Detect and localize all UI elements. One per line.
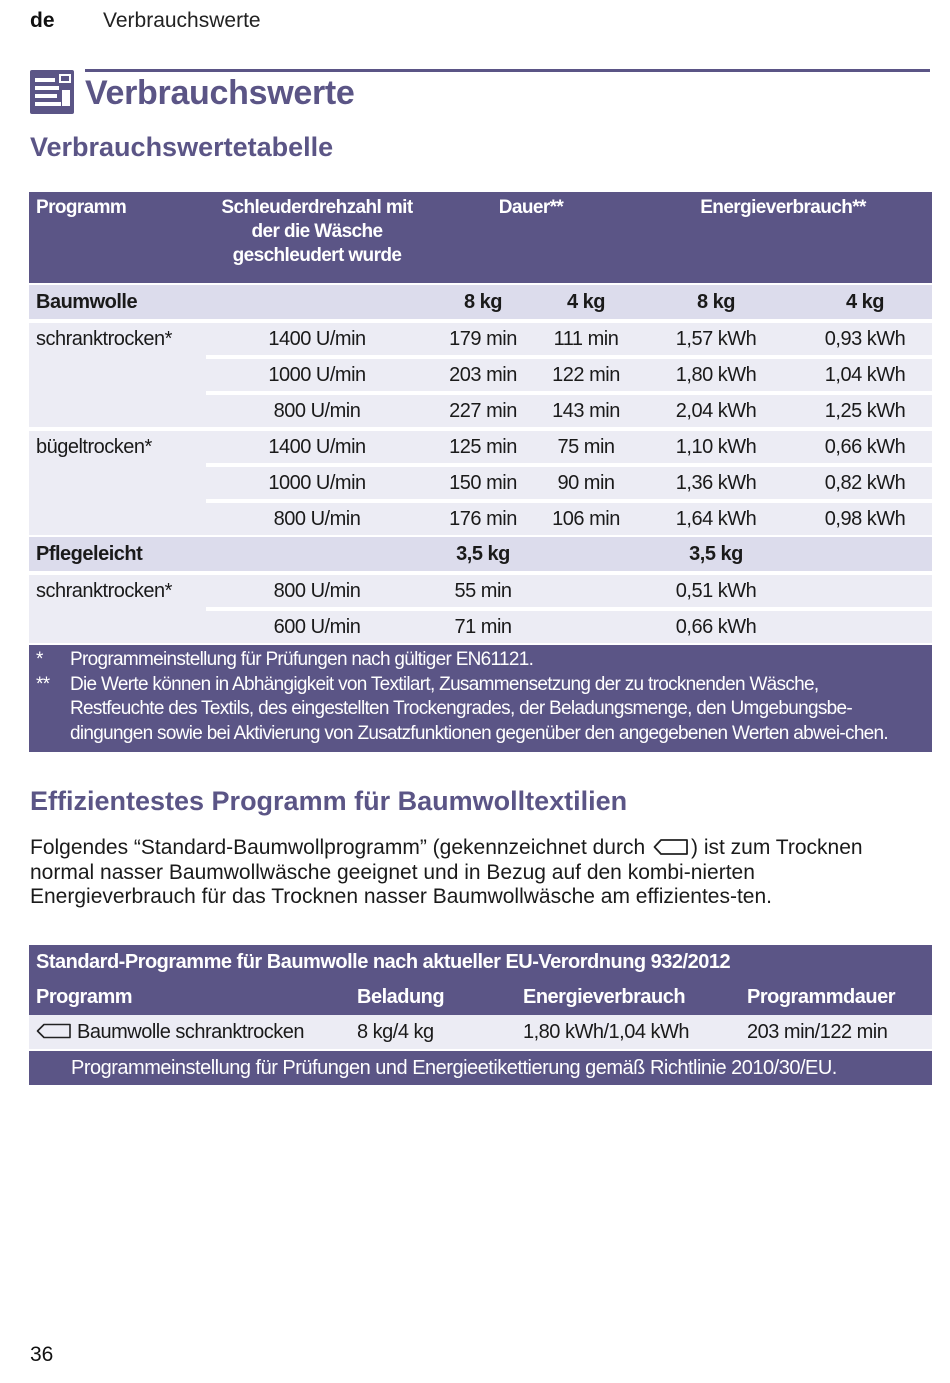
standard-table-note-row <box>29 1050 932 1085</box>
footnote-text: Programmeinstellung für Prüfungen nach gültiger EN61121. <box>70 649 534 670</box>
value-cell <box>538 609 634 644</box>
standard-table-title-row <box>29 945 932 979</box>
header-energy: Energieverbrauch** <box>634 192 932 284</box>
load-cell: 4 kg <box>538 284 634 321</box>
load-cell: 8 kg <box>634 284 798 321</box>
value-cell: 75 min <box>538 429 634 465</box>
energy-cell: 1,80 kWh/1,04 kWh <box>516 1015 740 1050</box>
program-cell <box>29 357 206 393</box>
value-cell: 176 min <box>428 501 538 536</box>
value-cell: 2,04 kWh <box>634 393 798 429</box>
value-cell: 0,93 kWh <box>798 321 932 357</box>
value-cell: 111 min <box>538 321 634 357</box>
value-cell <box>538 573 634 609</box>
footnote <box>29 648 932 673</box>
standard-table-note: Programmeinstellung für Prüfungen und Energieetikettierung gemäß Richtlinie 2010/30/EU. <box>29 1050 932 1085</box>
program-cell: schranktrocken* <box>29 573 206 609</box>
header-spin-line: Schleuderdrehzahl mit <box>221 197 413 218</box>
value-cell: 1,80 kWh <box>634 357 798 393</box>
spin-cell: 800 U/min <box>206 501 428 536</box>
table-row <box>29 1015 932 1050</box>
column-header: Beladung <box>350 979 516 1015</box>
page-number: 36 <box>30 1343 54 1366</box>
header-language: de <box>30 9 55 32</box>
value-cell: 179 min <box>428 321 538 357</box>
table-row <box>29 609 932 644</box>
header-spin-line: geschleudert wurde <box>232 245 402 266</box>
value-cell: 125 min <box>428 429 538 465</box>
section-title: Verbrauchswerte <box>85 74 355 112</box>
load-cell <box>538 536 634 573</box>
load-cell: 8 kg/4 kg <box>350 1015 516 1050</box>
group-name: Baumwolle <box>29 284 206 321</box>
standard-table-title: Standard-Programme für Baumwolle nach aktueller EU-Verordnung 932/2012 <box>29 945 932 979</box>
value-cell: 0,66 kWh <box>634 609 798 644</box>
value-cell: 150 min <box>428 465 538 501</box>
table-row <box>29 501 932 536</box>
value-cell: 203 min <box>428 357 538 393</box>
consumption-table <box>29 192 932 752</box>
program-cell: schranktrocken* <box>29 321 206 357</box>
load-cell: 3,5 kg <box>634 536 798 573</box>
spin-cell: 1000 U/min <box>206 465 428 501</box>
program-cell <box>29 1015 350 1050</box>
table-row <box>29 465 932 501</box>
program-cell <box>29 393 206 429</box>
table-subtitle: Verbrauchswertetabelle <box>30 132 334 162</box>
value-cell <box>798 573 932 609</box>
load-cell: 3,5 kg <box>428 536 538 573</box>
value-cell: 106 min <box>538 501 634 536</box>
table-row <box>29 357 932 393</box>
value-cell <box>798 609 932 644</box>
footnote-mark: * <box>36 649 43 670</box>
spin-cell: 1400 U/min <box>206 321 428 357</box>
column-header: Energieverbrauch <box>516 979 740 1015</box>
table-row <box>29 573 932 609</box>
spin-cell: 800 U/min <box>206 393 428 429</box>
header-duration: Dauer** <box>428 192 634 284</box>
spin-cell: 600 U/min <box>206 609 428 644</box>
table-header-row <box>29 192 932 284</box>
group-name: Pflegeleicht <box>29 536 206 573</box>
standard-program-icon <box>36 1023 72 1039</box>
value-cell: 227 min <box>428 393 538 429</box>
group-row <box>29 536 932 573</box>
value-cell: 1,57 kWh <box>634 321 798 357</box>
value-cell: 71 min <box>428 609 538 644</box>
value-cell: 0,51 kWh <box>634 573 798 609</box>
column-header: Programmdauer <box>740 979 932 1015</box>
spin-cell: 1400 U/min <box>206 429 428 465</box>
section-rule <box>85 69 930 72</box>
standard-table-header-row <box>29 979 932 1015</box>
footnote <box>29 673 932 747</box>
table-notes <box>29 644 932 752</box>
program-cell <box>29 501 206 536</box>
table-row <box>29 321 932 357</box>
spin-cell: 800 U/min <box>206 573 428 609</box>
duration-cell: 203 min/122 min <box>740 1015 932 1050</box>
value-cell: 0,66 kWh <box>798 429 932 465</box>
value-cell: 55 min <box>428 573 538 609</box>
footnote-mark: ** <box>36 673 50 695</box>
efficient-program-paragraph <box>30 836 925 910</box>
load-cell: 8 kg <box>428 284 538 321</box>
column-header: Programm <box>29 979 350 1015</box>
value-cell: 90 min <box>538 465 634 501</box>
footnote-text: Die Werte können in Abhängigkeit von Textilart, Zusammensetzung der zu trocknenden Wäsche, Restfeuchte des Textils, des eingestellten Trockengrades, der Beladungsmenge, den Umgebungsbe-dingungen sowie bei Aktivierung von Zusatzfunktionen gegenüber den angegebenen Werten abwei-chen. <box>70 673 888 744</box>
table-row <box>29 429 932 465</box>
value-cell: 1,25 kWh <box>798 393 932 429</box>
consumption-values-icon <box>30 70 74 114</box>
load-cell <box>798 536 932 573</box>
program-cell <box>29 465 206 501</box>
value-cell: 143 min <box>538 393 634 429</box>
standard-programs-table <box>29 945 932 1085</box>
header-section-title: Verbrauchswerte <box>103 9 261 32</box>
load-cell: 4 kg <box>798 284 932 321</box>
efficient-program-title: Effizientestes Programm für Baumwolltextilien <box>30 786 628 816</box>
paragraph-text: Folgendes “Standard-Baumwollprogramm” (gekennzeichnet durch <box>30 836 646 859</box>
header-spin-line: der die Wäsche <box>251 221 383 242</box>
value-cell: 1,64 kWh <box>634 501 798 536</box>
header-programm: Programm <box>29 192 206 284</box>
value-cell: 122 min <box>538 357 634 393</box>
program-cell: bügeltrocken* <box>29 429 206 465</box>
value-cell: 0,82 kWh <box>798 465 932 501</box>
value-cell: 0,98 kWh <box>798 501 932 536</box>
group-row <box>29 284 932 321</box>
header-spin-speed <box>206 192 428 284</box>
value-cell: 1,04 kWh <box>798 357 932 393</box>
paragraph-text: ) ist zum Trocknen normal nasser Baumwollwäsche geeignet und in Bezug auf den kombi-nierten Energieverbrauch für das Trocknen nasser Baumwollwäsche am effizientes-ten. <box>30 836 863 908</box>
standard-program-icon <box>653 838 689 856</box>
value-cell: 1,36 kWh <box>634 465 798 501</box>
program-name: Baumwolle schranktrocken <box>77 1020 304 1043</box>
table-row <box>29 393 932 429</box>
value-cell: 1,10 kWh <box>634 429 798 465</box>
spin-cell: 1000 U/min <box>206 357 428 393</box>
program-cell <box>29 609 206 644</box>
